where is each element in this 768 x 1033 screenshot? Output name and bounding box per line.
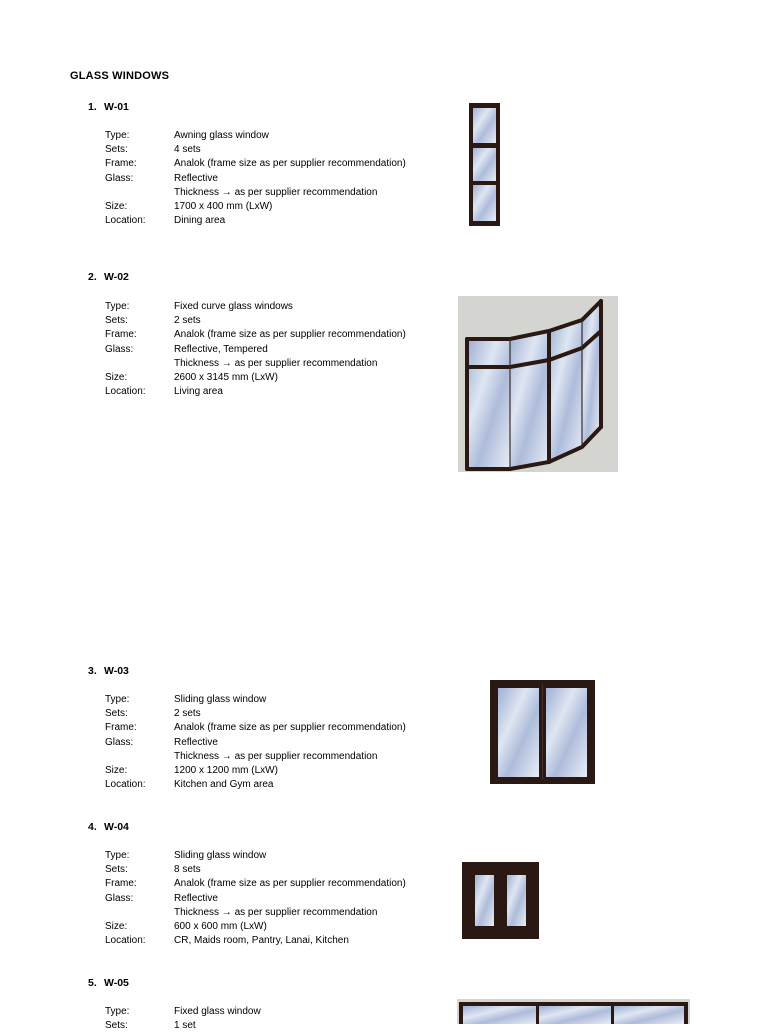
window-w03-figure (490, 680, 595, 784)
spec-row: Type: Awning glass window (105, 130, 269, 141)
spec-row: Glass: Reflective (105, 892, 218, 904)
spec-row: Glass: Reflective (105, 172, 218, 184)
spec-row: Size: 1200 x 1200 mm (LxW) (105, 765, 278, 777)
spec-row: Sets: 4 sets (105, 144, 201, 156)
spec-list-w05 (105, 1005, 261, 1033)
spec-list-w02 (105, 300, 406, 399)
spec-row: Sets: 8 sets (105, 864, 201, 876)
spec-row: Thickness → as per supplier recommendation (174, 906, 378, 918)
window-w01-figure (469, 103, 500, 226)
spec-list-w03 (105, 693, 406, 792)
window-w05-figure (457, 999, 690, 1024)
item-heading-w04: 4. W-04 (88, 821, 129, 833)
spec-row: Location: Living area (105, 386, 223, 398)
spec-row: Location: Dining area (105, 215, 226, 227)
item-heading-w05: 5. W-05 (88, 977, 129, 989)
spec-row: Frame: Analok (frame size as per supplier recommendation) (105, 329, 406, 341)
spec-row: Size: 600 x 600 mm (LxW) (105, 921, 267, 933)
spec-row: Type: Fixed curve glass windows (105, 301, 293, 312)
spec-row: Thickness → as per supplier recommendation (174, 186, 378, 198)
spec-row: Type: Sliding glass window (105, 850, 267, 861)
spec-row: Type: Sliding glass window (105, 694, 267, 705)
spec-row: Sets: 2 sets (105, 315, 201, 327)
spec-row: Location: CR, Maids room, Pantry, Lanai, Kitchen (105, 935, 349, 947)
spec-row: Sets: 1 set (105, 1020, 196, 1032)
spec-row: Location: Kitchen and Gym area (105, 779, 274, 791)
spec-list-w01 (105, 129, 406, 228)
spec-row: Glass: Reflective, Tempered (105, 343, 268, 355)
window-w04-figure (462, 862, 539, 939)
spec-row: Frame: Analok (frame size as per supplier recommendation) (105, 878, 406, 890)
spec-row: Frame: Analok (frame size as per supplier recommendation) (105, 158, 406, 170)
spec-row: Thickness → as per supplier recommendation (174, 750, 378, 762)
page-title: GLASS WINDOWS (70, 70, 170, 82)
spec-row: Size: 2600 x 3145 mm (LxW) (105, 372, 278, 384)
spec-list-w04 (105, 849, 406, 948)
spec-row: Frame: Analok (frame size as per supplier recommendation) (105, 722, 406, 734)
spec-row: Thickness → as per supplier recommendation (174, 357, 378, 369)
spec-row: Sets: 2 sets (105, 708, 201, 720)
spec-row: Type: Fixed glass window (105, 1006, 261, 1017)
spec-row: Glass: Reflective (105, 736, 218, 748)
window-w02-figure (458, 296, 618, 472)
spec-row: Size: 1700 x 400 mm (LxW) (105, 201, 273, 213)
item-heading-w01: 1. W-01 (88, 101, 129, 113)
item-heading-w03: 3. W-03 (88, 665, 129, 677)
item-heading-w02: 2. W-02 (88, 271, 129, 283)
